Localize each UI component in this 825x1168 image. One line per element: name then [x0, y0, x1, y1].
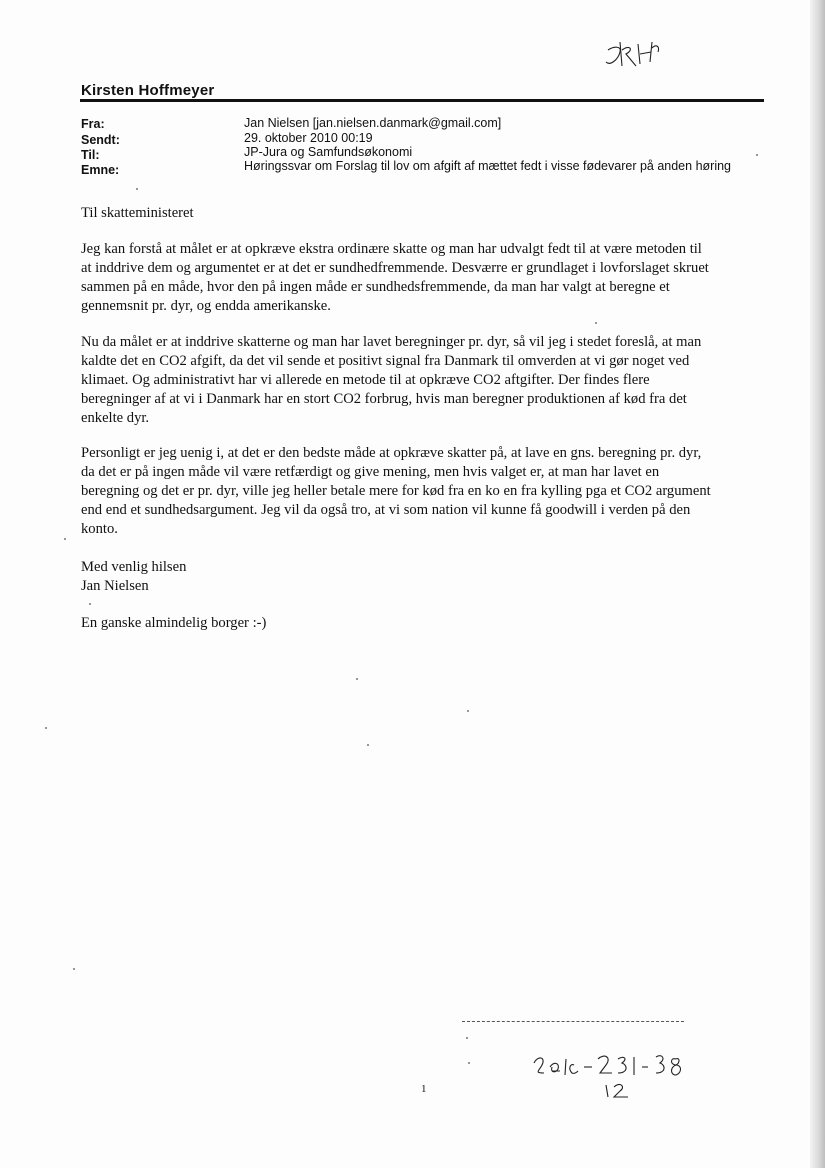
paragraph-line: klimaet. Og administrativt har vi allerede en metode til at opkræve CO2 aftgifter. Der findes flere [81, 372, 650, 388]
scan-speck [64, 538, 66, 540]
letter-postscript: En ganske almindelig borger :-) [81, 615, 267, 631]
scan-speck [89, 603, 91, 605]
header-value-to: JP-Jura og Samfundsøkonomi [244, 145, 413, 159]
paragraph-line: sammen på en måde, hvor den på ingen måde er sundhedsfremmende, da man har valgt at beregne et [81, 279, 670, 295]
paragraph-line: kaldte det en CO2 afgift, da det vil sende et positivt signal fra Danmark til omverden at vi gør noget ved [81, 353, 690, 369]
scan-speck [367, 744, 369, 746]
scan-speck [73, 968, 75, 970]
paragraph-line: beregninger af at vi i Danmark har en stort CO2 forbrug, hvis man beregner produktionen af kød fra det [81, 391, 687, 407]
stamp-divider [462, 1021, 684, 1022]
scan-speck [466, 1037, 468, 1039]
scan-speck [467, 710, 469, 712]
letter-paragraph-2 [81, 333, 771, 428]
paragraph-line: at inddrive dem og argumentet er at det er sundhedfremmende. Desværre er grundlaget i lovforslaget skruet [81, 260, 709, 276]
signature-name: Jan Nielsen [81, 578, 149, 594]
paragraph-line: Jeg kan forstå at målet er at opkræve ekstra ordinære skatte og man har udvalgt fedt til at være metoden til [81, 241, 702, 257]
scan-edge-shadow [810, 0, 825, 1168]
scan-speck [136, 188, 138, 190]
paragraph-line: da det er på ingen måde vil være retfærdigt og give mening, men hvis valget er, at man har lavet en [81, 464, 660, 480]
paragraph-line: Personligt er jeg uenig i, at det er den bedste måde at opkræve skatter på, at lave en gns. beregning pr. dyr, [81, 445, 702, 461]
handwritten-initials [600, 36, 670, 76]
letter-salutation: Til skatteministeret [81, 205, 194, 221]
header-label-from: Fra: [81, 117, 105, 131]
scan-speck [468, 1062, 470, 1064]
letter-closing: Med venlig hilsen [81, 559, 187, 575]
paragraph-line: konto. [81, 521, 118, 537]
scan-speck [756, 154, 758, 156]
header-divider [80, 99, 764, 102]
paragraph-line: end end et sundhedsargument. Jeg vil da også tro, at vi som nation vil kunne få goodwill i verden på den [81, 502, 691, 518]
letter-paragraph-1 [81, 240, 771, 316]
sender-display-name: Kirsten Hoffmeyer [81, 82, 215, 99]
header-value-subject: Høringssvar om Forslag til lov om afgift af mættet fedt i visse fødevarer på anden høring [244, 159, 731, 173]
header-label-sent: Sendt: [81, 133, 120, 147]
paragraph-line: beregning og det er pr. dyr, ville jeg heller betale mere for kød fra en ko en fra kylling pga et CO2 argument [81, 483, 711, 499]
header-value-sent: 29. oktober 2010 00:19 [244, 131, 373, 145]
scan-speck [45, 727, 47, 729]
handwritten-case-number [530, 1045, 690, 1100]
page-number: 1 [421, 1083, 427, 1095]
header-label-subject: Emne: [81, 163, 120, 177]
paragraph-line: enkelte dyr. [81, 410, 150, 426]
header-value-from: Jan Nielsen [jan.nielsen.danmark@gmail.com] [244, 116, 502, 130]
letter-paragraph-3 [81, 444, 771, 539]
header-label-to: Til: [81, 148, 100, 162]
scan-speck [356, 678, 358, 680]
paragraph-line: gennemsnit pr. dyr, og endda amerikanske. [81, 298, 331, 314]
paragraph-line: Nu da målet er at inddrive skatterne og man har lavet beregninger pr. dyr, så vil jeg i stedet foreslå, at man [81, 334, 702, 350]
scan-speck [595, 322, 597, 324]
